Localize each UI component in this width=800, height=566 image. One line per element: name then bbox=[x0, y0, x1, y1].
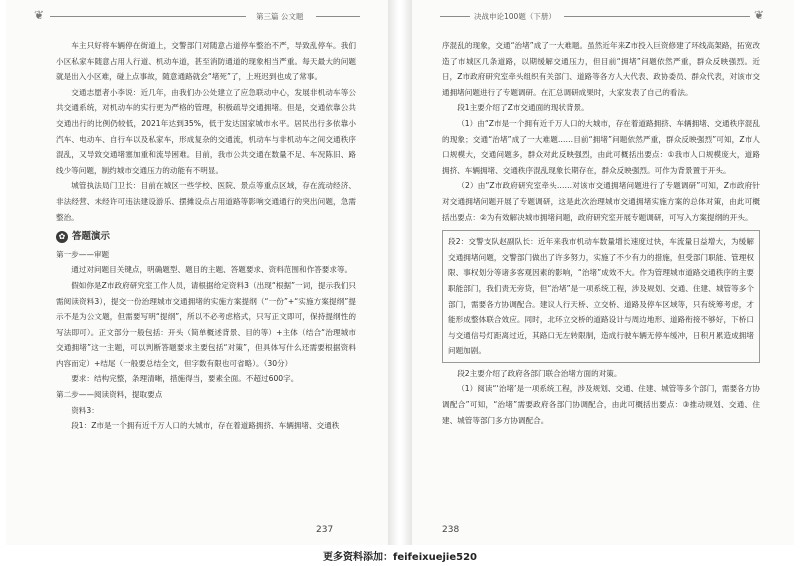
paragraph: （1）由“Z市是一个拥有近千万人口的大城市，存在着道路拥挤、车辆拥堵、交通秩序混乱的现象；交通“治堵”成了一大难题……目前“拥堵”问题依然严重，群众反映强烈”可知，Z市人口规模大，交通问题多，群众对此反映强烈，由此可概括出要点：①我市人口规模庞大，道路拥挤、车辆拥堵、交通秩序混乱现象长期存在，群众反映强烈。可作为背景置于开头。 bbox=[442, 118, 760, 175]
paragraph: 车主只好将车辆停在街道上，交警部门对随意占道停车整治不严，导致乱停车。我们小区私家车随意占用人行道、机动车道，甚至消防通道的现象相当严重。每天最大的问题就是出入小区难，碰上点事故，随意通路就会“堵死”了，上班迟到也成了常事。 bbox=[56, 41, 356, 82]
book-gutter bbox=[388, 0, 412, 545]
gear-icon: ✿ bbox=[56, 231, 68, 243]
paragraph: 假如你是Z市政府研究室工作人员，请根据给定资料3（出现“根据”一词，提示我们只需阅读资料3），提交一份治理城市交通拥堵的实施方案提纲（“一份”+“实施方案提纲”提示不是为公文题，但需要写明“提纲”，所以不必考虑格式，只写正文即可，保持提纲性的写法即可）。正文部分一般包括：开头（简单概述背景、目的等）+主体（结合“治理城市交通拥堵”这一主题，可以判断答题要求主要包括“对策”，但具体写什么还需要根据资料内容而定）+结尾（一般要总结全文，但字数有限也可省略）。（30分） bbox=[56, 280, 356, 368]
right-page bbox=[412, 0, 794, 545]
paragraph: 资料3： bbox=[71, 405, 99, 415]
page-number: 237 bbox=[316, 525, 334, 535]
paragraph: 段1主要介绍了Z市交通面的现状背景。 bbox=[457, 103, 589, 113]
right-header bbox=[440, 8, 766, 24]
section-title bbox=[56, 229, 356, 245]
paragraph: （2）由“Z市政府研究室牵头……对该市交通拥堵问题进行了专题调研”可知，Z市政府针对交通拥堵问题开展了专题调研，这是此次治理城市交通拥堵实施方案的总体对策，由此可概括出要点：②为有效解决城市拥堵问题，政府研究室开展专题调研，可写入方案提纲的开头。 bbox=[442, 181, 760, 222]
header-rule bbox=[440, 16, 470, 17]
paragraph: 段2主要介绍了政府各部门联合治堵方面的对策。 bbox=[457, 368, 622, 378]
header-rule bbox=[564, 16, 750, 17]
header-rule bbox=[316, 16, 360, 17]
paragraph: 通过对问题目关键点，明确题型、题目的主题、答题要求、资料范围和作答要求等。 bbox=[71, 265, 353, 275]
footer-banner: 更多资料添加：feifeixuejie520 bbox=[323, 552, 477, 563]
paragraph: （1）阅读“‘治堵’是一项系统工程，涉及规划、交通、住建、城管等多个部门，需要各方协调配合”可知，“治堵”需要政府各部门协调配合，由此可概括出要点：③推动规划、交通、住建、城管等部门多方协调配合。 bbox=[442, 384, 760, 425]
left-ornament-icon: ❦ bbox=[34, 8, 45, 22]
boxed-excerpt: 段2：交警支队赵副队长：近年来我市机动车数量增长速度过快，车流量日益增大，为缓解交通拥堵问题，交警部门做出了许多努力，实施了不少有力的措施，但受部门职能、管理权限、事权划分等诸多客观因素的影响，“治堵”成效不大。作为管理城市道路交通秩序的主要职能部门，我们责无旁贷，但“治堵”是一项系统工程，涉及规划、交通、住建、城管等多个部门，需要各方协调配合。建议人行天桥、立交桥、道路及停车区域等，只有统筹考虑，才能形成整体联合效应。同时，北环立交桥的道路设计与周边地形、道路衔接不够好，下桥口与交通信号灯距离过近，其路口无左转限制，造成行驶车辆无停车缓冲，日积月累造成拥堵问题加剧。 bbox=[442, 230, 760, 363]
left-body bbox=[56, 38, 356, 434]
right-body bbox=[442, 38, 760, 428]
left-header bbox=[34, 8, 360, 24]
right-ornament-icon: ❦ bbox=[754, 8, 765, 22]
paragraph: 序混乱的现象，交通“治堵”成了一大难题。虽然近年来Z市投入巨资修建了环线高架路，拓宽改造了市城区几条道路，以期缓解交通压力，但目前“拥堵”问题依然严重，群众反映强烈。近日，Z市政府研究室牵头组织有关部门、道路等各方人大代表、政协委员、群众代表，对该市交通拥堵问题进行了专题调研。在汇总调研成果时，大家发表了自己的看法。 bbox=[442, 41, 760, 97]
left-header-title: 第三篇 公文题 bbox=[256, 12, 304, 21]
step2-title: 第二步——阅读资料，提取要点 bbox=[56, 390, 163, 400]
right-header-title: 决战申论100题（下册） bbox=[474, 12, 556, 21]
paragraph: 城管执法局门卫长：目前在城区一些学校、医院、景点等重点区域，存在流动经济、非法经营、未经许可违法建设游乐、摆摊设点占用道路等影响交通通行的突出问题，急需整治。 bbox=[56, 181, 356, 222]
paragraph: 段1：Z市是一个拥有近千万人口的大城市，存在着道路拥挤、车辆拥堵、交通秩 bbox=[71, 421, 340, 431]
left-page bbox=[6, 0, 388, 545]
header-rule bbox=[50, 16, 246, 17]
paragraph: 要求：结构完整，条理清晰，措施得当，要素全面。不超过600字。 bbox=[71, 374, 299, 384]
page-number: 238 bbox=[442, 525, 460, 535]
paragraph: 交通志愿者小李说：近几年，由我们办公处建立了应急联动中心，发展非机动车等公共交通系统，对机动车的实行更为严格的管理，积极疏导交通拥堵。但是，交通依靠公共交通出行的比例仍较低，2021年达到35%，低于发达国家城市水平。居民出行多依靠小汽车、电动车、自行车以及私家车，形成复杂的交通流，机动车与非机动车之间交通秩序混乱，又导致交通堵塞加重和流导困难。目前，我市公共交通在数量不足、车况陈旧、路线少等问题，制约城市交通压力的动能有不明显。 bbox=[56, 87, 356, 175]
section-title-text: 答题演示 bbox=[72, 231, 111, 243]
step1-title: 第一步——审题 bbox=[56, 249, 110, 259]
